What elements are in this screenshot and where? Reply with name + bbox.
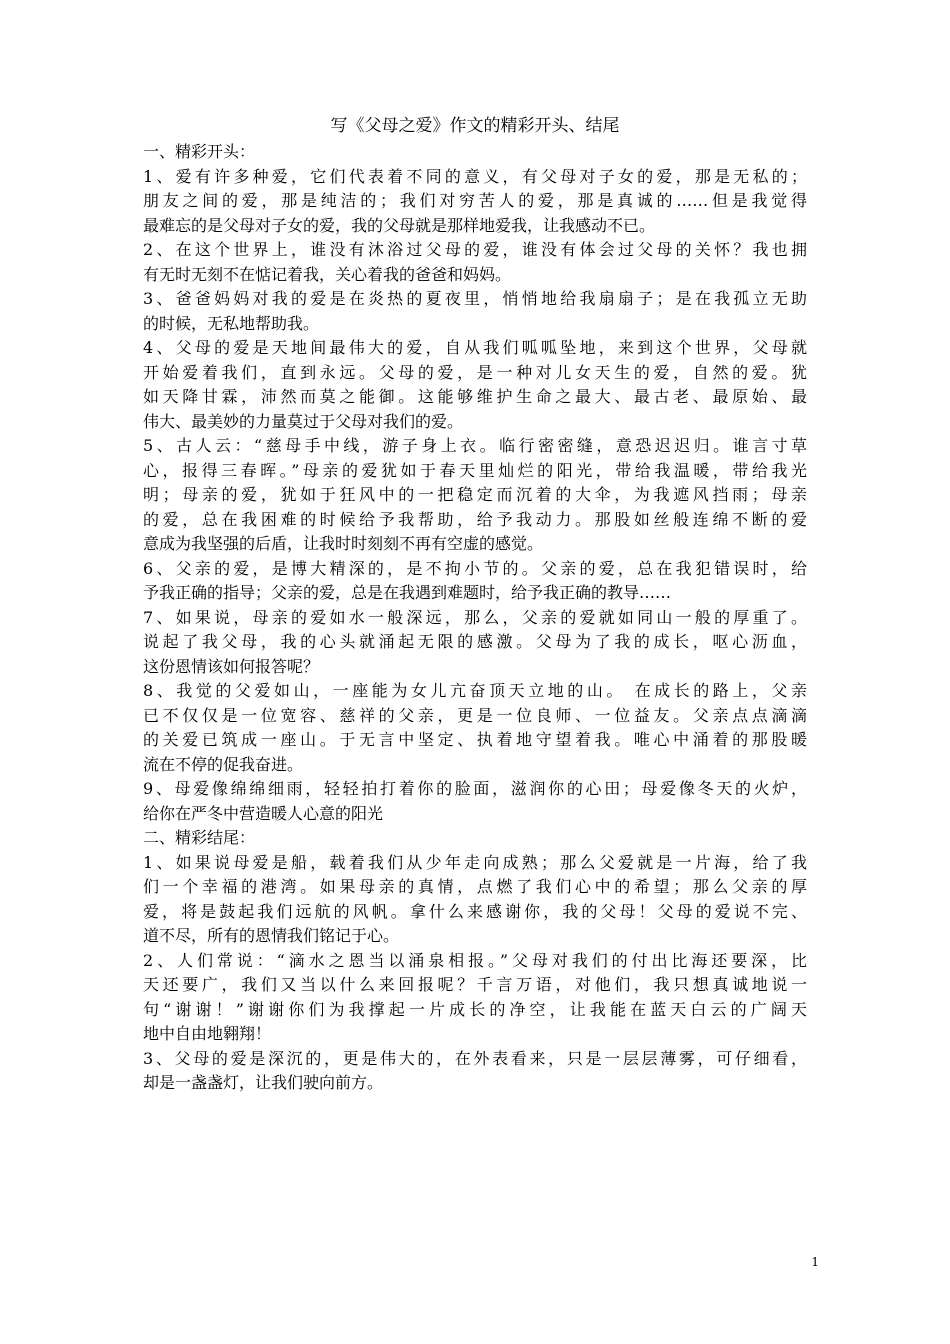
text-line: 的时候，无私地帮助我。 [143,313,320,333]
text-line: 却是一盏盏灯，让我们驶向前方。 [143,1073,384,1092]
text-line: 朋友之间的爱，那是纯洁的；我们对穷苦人的爱，那是真诚的……但是我觉得 [143,191,807,210]
text-line: 9、母爱像绵绵细雨，轻轻拍打着你的脸面，滋润你的心田；母爱像冬天的火炉， [143,779,807,798]
text-line: 5、古人云：“慈母手中线，游子身上衣。临行密密缝，意恐迟迟归。谁言寸草 [143,436,807,455]
document-section [143,140,807,826]
text-line: 予我正确的指导；父亲的爱，总是在我遇到难题时，给予我正确的教导…… [143,583,672,602]
text-line: 1、爱有许多种爱，它们代表着不同的意义，有父母对子女的爱，那是无私的； [143,166,807,186]
text-line: 伟大、最美妙的力量莫过于父母对我们的爱。 [143,411,464,431]
paragraph [143,949,807,1047]
text-line: 道不尽，所有的恩情我们铭记于心。 [143,926,400,945]
text-line: 流在不停的促我奋进。 [143,754,304,774]
text-line: 这份恩情该如何报答呢？ [143,656,320,676]
text-line: 2、在这个世界上，谁没有沐浴过父母的爱，谁没有体会过父母的关怀？我也拥 [143,240,807,259]
text-line: 天还要广，我们又当以什么来回报呢？千言万语，对他们，我只想真诚地说一 [143,975,807,994]
text-line: 心，报得三春晖。”母亲的爱犹如于春天里灿烂的阳光，带给我温暖，带给我光 [143,460,807,480]
paragraph [143,777,807,826]
text-line: 1、如果说母爱是船，载着我们从少年走向成熟；那么父爱就是一片海，给了我 [143,852,807,872]
text-line: 3、父母的爱是深沉的，更是伟大的，在外表看来，只是一层层薄雾，可仔细看， [143,1048,807,1068]
text-line: 明；母亲的爱，犹如于狂风中的一把稳定而沉着的大伞，为我遮风挡雨；母亲 [143,485,807,504]
text-line: 们一个幸福的港湾。如果母亲的真情，点燃了我们心中的希望；那么父亲的厚 [143,877,807,896]
paragraph [143,557,807,606]
paragraph [143,606,807,680]
text-line: 最难忘的是父母对子女的爱，我的父母就是那样地爱我，让我感动不已。 [143,215,656,235]
text-line: 给你在严冬中营造暖人心意的阳光 [143,803,384,823]
paragraph [143,336,807,434]
paragraph [143,1047,807,1096]
paragraph [143,434,807,557]
text-line: 说起了我父母，我的心头就涌起无限的感激。父母为了我的成长，呕心沥血， [143,632,807,651]
document-section [143,826,807,1096]
text-line: 6、父亲的爱，是博大精深的，是不拘小节的。父亲的爱，总在我犯错误时，给 [143,558,807,578]
text-line: 2、人们常说：“滴水之恩当以涌泉相报。”父母对我们的付出比海还要深，比 [143,950,807,970]
paragraph [143,287,807,336]
text-line: 8、我觉的父爱如山，一座能为女儿亢奋顶天立地的山。 在成长的路上，父亲 [143,681,807,700]
document-body [143,140,807,1096]
text-line: 开始爱着我们，直到永远。父母的爱，是一种对儿女天生的爱，自然的爱。犹 [143,362,807,382]
paragraph [143,238,807,287]
paragraph [143,679,807,777]
section-heading: 二、精彩结尾： [143,828,256,847]
text-line: 意成为我坚强的后盾，让我时时刻刻不再有空虚的感觉。 [143,534,544,553]
paragraph [143,165,807,239]
text-line: 的关爱已筑成一座山。于无言中坚定、执着地守望着我。唯心中涌着的那股暖 [143,730,807,749]
text-line: 爱，将是鼓起我们远航的风帆。拿什么来感谢你，我的父母！父母的爱说不完、 [143,901,807,921]
document-title: 写《父母之爱》作文的精彩开头、结尾 [330,116,620,136]
text-line: 如天降甘霖，沛然而莫之能御。这能够维护生命之最大、最古老、最原始、最 [143,387,807,406]
text-line: 3、爸爸妈妈对我的爱是在炎热的夏夜里，悄悄地给我扇扇子；是在我孤立无助 [143,289,807,308]
text-line: 已不仅仅是一位宽容、慈祥的父亲，更是一位良师、一位益友。父亲点点滴滴 [143,705,807,725]
text-line: 7、如果说，母亲的爱如水一般深远，那么，父亲的爱就如同山一般的厚重了。 [143,607,807,627]
text-line: 句“谢谢！”谢谢你们为我撑起一片成长的净空，让我能在蓝天白云的广阔天 [143,999,807,1019]
text-line: 的爱，总在我困难的时候给予我帮助，给予我动力。那股如丝般连绵不断的爱 [143,509,807,529]
text-line: 4、父母的爱是天地间最伟大的爱，自从我们呱呱坠地，来到这个世界，父母就 [143,338,807,357]
text-line: 地中自由地翱翔！ [143,1024,272,1043]
section-heading: 一、精彩开头： [143,142,256,161]
paragraph [143,851,807,949]
text-line: 有无时无刻不在惦记着我，关心着我的爸爸和妈妈。 [143,264,512,284]
page-number: 1 [811,1255,819,1269]
